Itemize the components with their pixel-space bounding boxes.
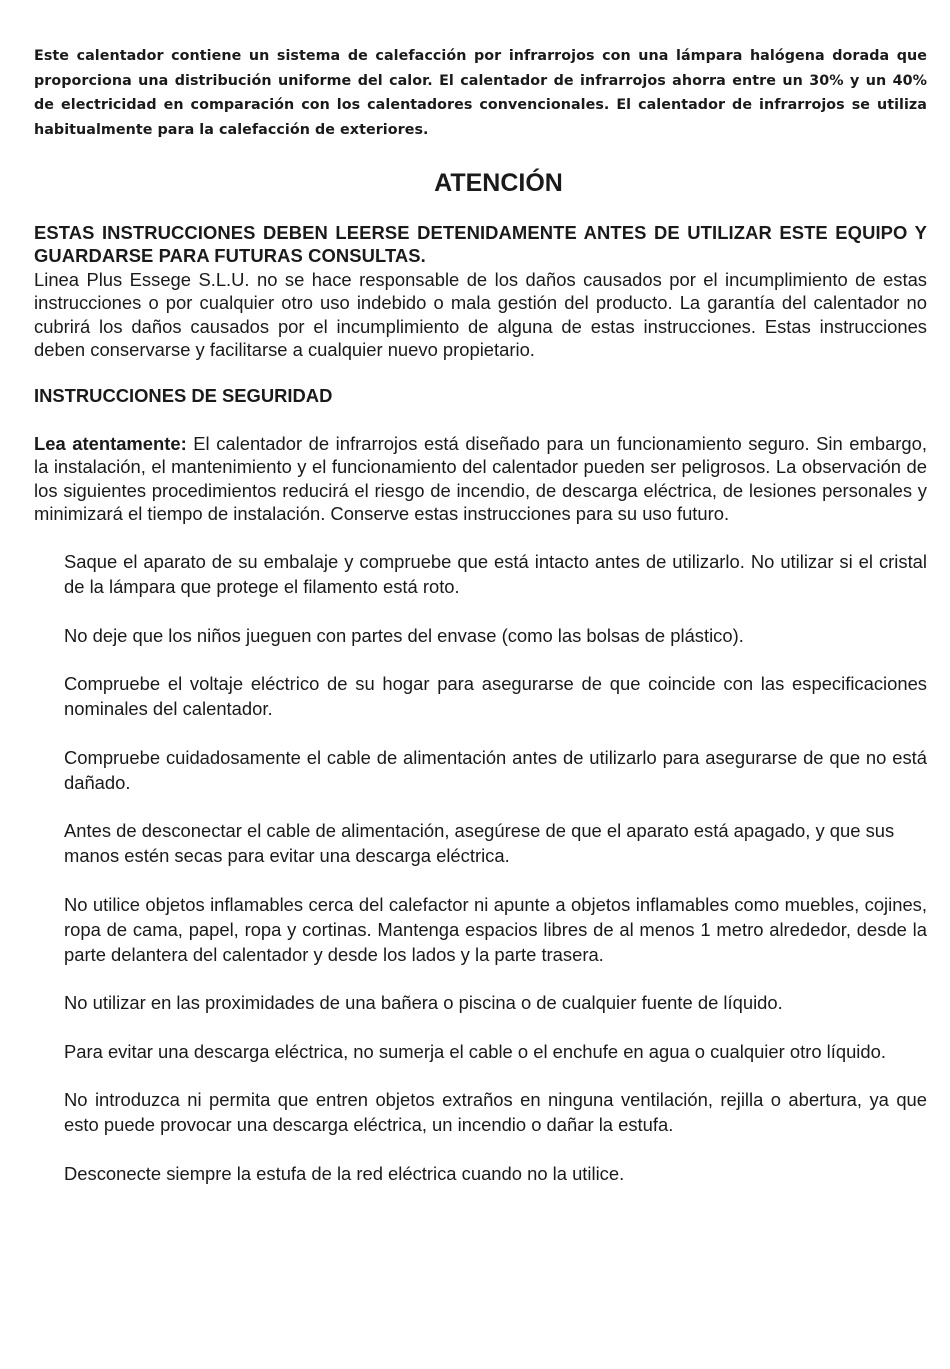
list-item: Antes de desconectar el cable de alimentación, asegúrese de que el aparato está apagado, y que sus manos estén secas para evitar una descarga eléctrica. xyxy=(64,820,895,867)
list-item: No deje que los niños jueguen con partes del envase (como las bolsas de plástico). xyxy=(64,624,744,646)
safety-instructions-list xyxy=(34,549,927,1186)
list-item: Desconecte siempre la estufa de la red eléctrica cuando no la utilice. xyxy=(64,1162,625,1184)
page-title: ATENCIÓN xyxy=(434,169,563,197)
list-item: Compruebe el voltaje eléctrico de su hogar para asegurarse de que coincide con las especificaciones nominales del calentador. xyxy=(64,673,927,720)
list-item: No utilice objetos inflamables cerca del calefactor ni apunte a objetos inflamables como muebles, cojines, ropa de cama, papel, ropa y cortinas. Mantenga espacios libres de al menos 1 metro alrededor, desde la parte delantera del calentador y desde los lados y la parte trasera. xyxy=(64,893,927,965)
safety-heading: INSTRUCCIONES DE SEGURIDAD xyxy=(34,385,333,407)
warning-heading: ESTAS INSTRUCCIONES DEBEN LEERSE DETENIDAMENTE ANTES DE UTILIZAR ESTE EQUIPO Y GUARDARSE PARA FUTURAS CONSULTAS. xyxy=(34,222,927,267)
lead-text: El calentador de infrarrojos está diseñado para un funcionamiento seguro. Sin embargo, la instalación, el mantenimiento y el funcionamiento del calentador pueden ser peligrosos. La observación de los siguientes procedimientos reducirá el riesgo de incendio, de descarga eléctrica, de lesiones personales y minimizará el tiempo de instalación. Conserve estas instrucciones para su uso futuro. xyxy=(34,432,927,525)
lead-label: Lea atentamente: xyxy=(34,432,187,454)
intro-paragraph: Este calentador contiene un sistema de calefacción por infrarrojos con una lámpara halógena dorada que proporciona una distribución uniforme del calor. El calentador de infrarrojos ahorra entre un 30% y un 40% de electricidad en comparación con los calentadores convencionales. El calentador de infrarrojos se utiliza habitualmente para la calefacción de exteriores. xyxy=(34,48,927,138)
disclaimer-paragraph: Linea Plus Essege S.L.U. no se hace responsable de los daños causados por el incumplimiento de estas instrucciones o por cualquier otro uso indebido o mala gestión del producto. La garantía del calentador no cubrirá los daños causados por el incumplimiento de alguna de estas instrucciones. Estas instrucciones deben conservarse y facilitarse a cualquier nuevo propietario. xyxy=(34,268,927,361)
list-item: Saque el aparato de su embalaje y compruebe que está intacto antes de utilizarlo. No utilizar si el cristal de la lámpara que protege el filamento está roto. xyxy=(64,551,927,598)
lead-paragraph xyxy=(34,432,927,526)
list-item: No introduzca ni permita que entren objetos extraños en ninguna ventilación, rejilla o abertura, ya que esto puede provocar una descarga eléctrica, un incendio o dañar la estufa. xyxy=(64,1089,927,1136)
list-item: Para evitar una descarga eléctrica, no sumerja el cable o el enchufe en agua o cualquier otro líquido. xyxy=(64,1040,886,1062)
list-item: Compruebe cuidadosamente el cable de alimentación antes de utilizarlo para asegurarse de que no está dañado. xyxy=(64,746,927,793)
list-item: No utilizar en las proximidades de una bañera o piscina o de cualquier fuente de líquido. xyxy=(64,992,783,1014)
